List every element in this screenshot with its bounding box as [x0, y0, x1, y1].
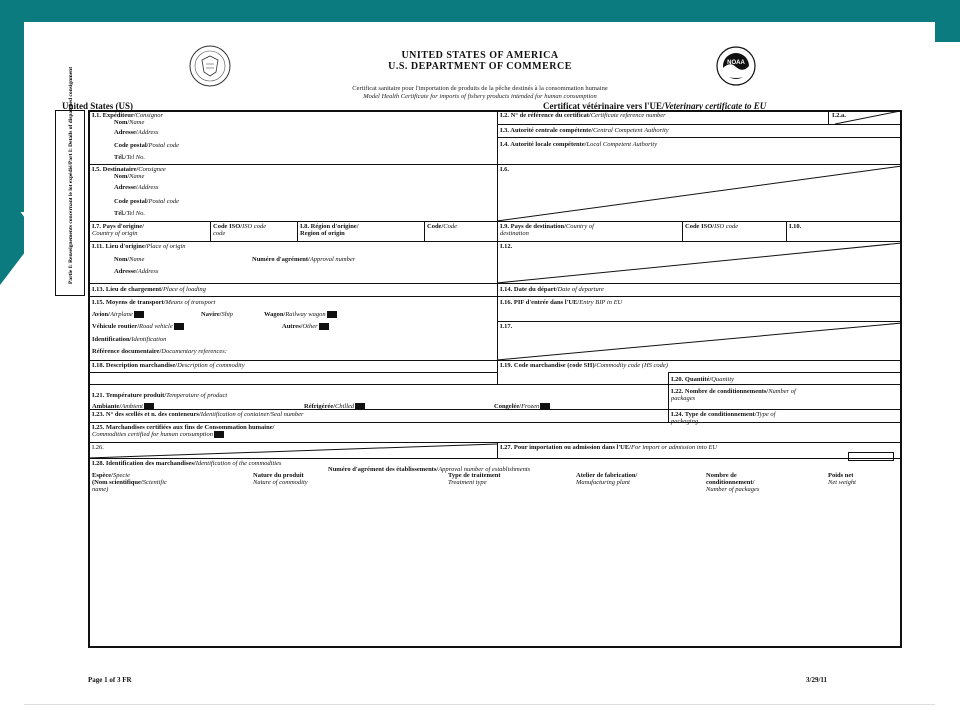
field-identification: Identification/Identification [92, 336, 167, 343]
field-i2: I.2. N° de référence du certificat/Certificate reference number [500, 112, 666, 119]
chilled-checkbox[interactable] [355, 403, 365, 410]
col-plant: Atelier de fabrication/ Manufacturing plant [576, 472, 638, 486]
noaa-logo-text: NOAA [727, 60, 745, 66]
field-i23: I.23. N° des scellés et n. des conteneurs/Identification of container/Seal number [92, 411, 304, 418]
field-i11-address: Adresse/Address [114, 268, 159, 275]
heading-country: UNITED STATES OF AMERICA [401, 50, 559, 61]
field-i8-code: Code/Code [427, 223, 457, 230]
field-i27: I.27. Pour importation ou admission dans l'UE/For import or admission into EU [500, 444, 718, 451]
field-i24: I.24. Type de conditionnement/Type of packaging [671, 411, 776, 425]
field-i2a: I.2.a. [832, 112, 846, 119]
col-weight: Poids net Net weight [828, 472, 856, 486]
field-i1: I.1. Expéditeur/Consignor [92, 112, 163, 119]
field-i5-address: Adresse/Address [114, 184, 159, 191]
field-i28: I.28. Identification des marchandises/Identification of the commodities [92, 460, 282, 467]
field-i13: I.13. Lieu de chargement/Place of loading [92, 286, 206, 293]
field-i11-approval: Numéro d'agrément/Approval number [252, 256, 356, 263]
field-i7-iso: Code ISO/ISO code code [213, 223, 267, 237]
ambient-checkbox[interactable] [144, 403, 154, 410]
field-i12: I.12. [500, 243, 513, 250]
field-i9: I.9. Pays de destination/Country of destination [500, 223, 594, 237]
field-i1-name: Nom/Name [114, 119, 145, 126]
transport-rail[interactable]: Wagon/Railway wagon [264, 311, 337, 319]
col-treatment: Type de traitement Treatment type [448, 472, 501, 486]
field-i11: I.11. Lieu d'origine/Place of origin [92, 243, 186, 250]
field-i3: I.3. Autorité centrale compétente/Central Competent Authority [500, 127, 669, 134]
field-i1-tel: Tél./Tel No. [114, 154, 146, 161]
field-i11-name: Nom/Name [114, 256, 145, 263]
field-i15: I.15. Moyens de transport/Means of transport [92, 299, 216, 306]
human-consumption-checkbox[interactable] [214, 431, 224, 438]
temp-frozen[interactable]: Congelée/Frozen [494, 403, 550, 411]
field-i14: I.14. Date du départ/Date of departure [500, 286, 604, 293]
transport-other[interactable]: Autres/Other [282, 323, 329, 331]
field-i17: I.17. [500, 323, 513, 330]
airplane-checkbox[interactable] [134, 311, 144, 318]
temp-chilled[interactable]: Réfrigérée/Chilled [304, 403, 365, 411]
transport-road[interactable]: Véhicule routier/Road vehicle [92, 323, 184, 331]
field-i5-tel: Tél./Tel No. [114, 210, 146, 217]
col-packages: Nombre de conditionnement/ Number of packages [706, 472, 760, 493]
frozen-checkbox[interactable] [540, 403, 550, 410]
field-i4: I.4. Autorité locale compétente/Local Competent Authority [500, 141, 658, 148]
transport-airplane[interactable]: Avion/Airplane [92, 311, 144, 319]
document-date: 3/29/11 [806, 676, 828, 684]
field-references: Référence documentaire/Documentary references: [92, 348, 228, 355]
col-nature: Nature du produit Nature of commodity [253, 472, 308, 486]
field-i20: I.20. Quantité/Quantity [671, 376, 735, 383]
transport-ship[interactable]: Navire/Ship [201, 311, 234, 318]
field-i5-name: Nom/Name [114, 173, 145, 180]
field-i9-iso: Code ISO/ISO code [685, 223, 739, 230]
sidebar-text: Partie I: Renseignements concernant le lot expédié/Part I: Details of dispatched consignment [68, 66, 74, 284]
field-i1-postal: Code postal/Postal code [114, 142, 180, 149]
import-checkbox[interactable] [848, 452, 894, 461]
rail-checkbox[interactable] [327, 311, 337, 318]
field-i28-approval: Numéro d'agrément des établissements/Approval number of establishments [328, 466, 531, 473]
field-i6: I.6. [500, 166, 510, 173]
field-i19: I.19. Code marchandise (code SH)/Commodity code (HS code) [500, 362, 668, 369]
field-i18: I.18. Description marchandise/Description of commodity [92, 362, 245, 369]
temp-ambient[interactable]: Ambiante/Ambient [92, 403, 154, 411]
other-checkbox[interactable] [319, 323, 329, 330]
field-i1-address: Adresse/Address [114, 129, 159, 136]
eu-certificate-label: Certificat vétérinaire vers l'UE/Veterinary certificate to EU [543, 101, 767, 111]
road-checkbox[interactable] [174, 323, 184, 330]
subtitle-en: Model Health Certificate for imports of fishery products intended for human consumption [363, 93, 597, 100]
field-i22: I.22. Nombre de conditionnements/Number of packages [671, 388, 796, 402]
subtitle-fr: Certificat sanitaire pour l'importation de produits de la pêche destinés à la consommation humaine [352, 85, 608, 92]
field-i10: I.10. [789, 223, 802, 230]
col-species: Espèce/Specie (Nom scientifique/Scientific name) [92, 472, 167, 493]
page-edge [24, 704, 935, 705]
field-i5-postal: Code postal/Postal code [114, 198, 180, 205]
page-number: Page 1 of 3 FR [88, 676, 132, 684]
field-i8: I.8. Région d'origine/ Region of origin [300, 223, 359, 237]
field-i16: I.16. PIF d'entrée dans l'UE/Entry BIP in EU [500, 299, 623, 306]
heading-department: U.S. DEPARTMENT OF COMMERCE [388, 61, 572, 72]
field-i26: I.26. [92, 444, 104, 451]
country-label: United States (US) [62, 101, 133, 111]
field-i21: I.21. Température produit/Temperature of product [92, 392, 228, 399]
field-i5: I.5. Destinataire/Consignee [92, 166, 166, 173]
field-i25: I.25. Marchandises certifiées aux fins de Consommation humaine/ Commodities certified for human consumption [92, 424, 275, 438]
field-i7: I.7. Pays d'origine/ Country of origin [92, 223, 145, 237]
